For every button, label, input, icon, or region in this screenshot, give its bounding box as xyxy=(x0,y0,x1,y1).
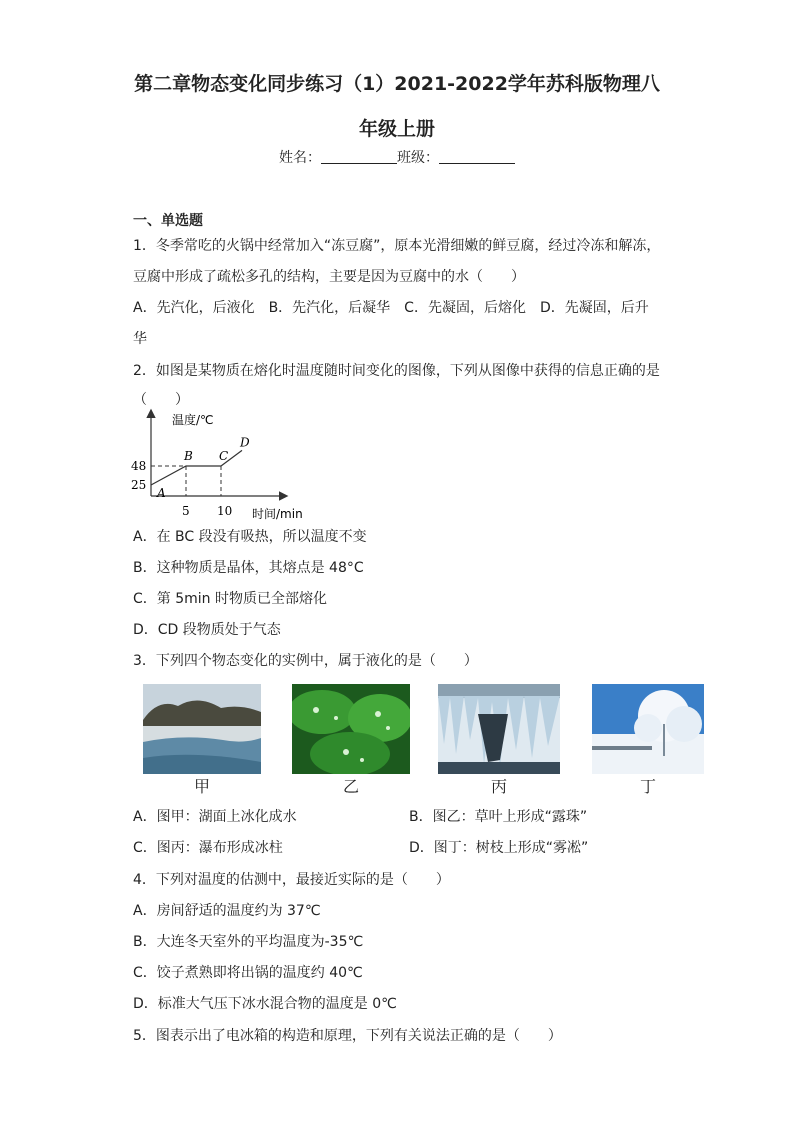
q3-option-d: D．图丁：树枝上形成“雾凇” xyxy=(409,840,589,856)
q4-option-c: C．饺子煮熟即将出锅的温度约 40℃ xyxy=(133,965,363,981)
point-label-c: C xyxy=(219,449,229,463)
q3-option-b: B．图乙：草叶上形成“露珠” xyxy=(409,809,588,825)
q2-option-b: B．这种物质是晶体，其熔点是 48°C xyxy=(133,560,364,576)
q3-option-a: A．图甲：湖面上冰化成水 xyxy=(133,809,297,825)
q4-option-b: B．大连冬天室外的平均温度为-35℃ xyxy=(133,934,364,950)
student-info xyxy=(0,147,794,167)
caption-jia: 甲 xyxy=(193,777,210,796)
q2-stem-line1: 2．如图是某物质在熔化时温度随时间变化的图像，下列从图像中获得的信息正确的是 xyxy=(133,363,660,379)
q2-stem-line2: （ ） xyxy=(133,392,189,408)
point-label-b: B xyxy=(184,449,193,463)
photo-icicles xyxy=(438,684,560,774)
q1-stem-line1: 1．冬季常吃的火锅中经常加入“冻豆腐”，原本光滑细嫩的鲜豆腐，经过冷冻和解冻， xyxy=(133,238,661,254)
name-blank[interactable] xyxy=(321,149,397,164)
photo-dew-leaves xyxy=(292,684,410,774)
photo-lake xyxy=(143,684,261,774)
point-label-d: D xyxy=(240,435,250,450)
q5-stem: 5．图表示出了电冰箱的构造和原理，下列有关说法正确的是（ ） xyxy=(133,1028,562,1044)
y-tick-label-48: 48 xyxy=(131,459,147,473)
point-label-a: A xyxy=(157,486,166,500)
q4-option-d: D．标准大气压下冰水混合物的温度是 0℃ xyxy=(133,996,397,1012)
class-label: 班级： xyxy=(397,150,439,166)
title-line-2: 年级上册 xyxy=(358,118,435,140)
y-axis-label: 温度/℃ xyxy=(172,413,214,427)
q1-options-line2: 华 xyxy=(133,331,147,347)
photo-rime-trees xyxy=(592,684,704,774)
caption-ding: 丁 xyxy=(639,777,656,796)
section-heading: 一、单选题 xyxy=(133,213,203,229)
q2-option-c: C．第 5min 时物质已全部熔化 xyxy=(133,591,327,607)
temperature-curve xyxy=(151,450,242,485)
q3-stem: 3．下列四个物态变化的实例中，属于液化的是（ ） xyxy=(133,653,478,669)
x-tick-label-10: 10 xyxy=(217,504,233,518)
caption-bing: 丙 xyxy=(490,777,507,796)
caption-yi: 乙 xyxy=(342,777,359,796)
class-blank[interactable] xyxy=(439,149,515,164)
q1-stem-line2: 豆腐中形成了疏松多孔的结构，主要是因为豆腐中的水（ ） xyxy=(133,269,525,285)
name-label: 姓名： xyxy=(279,150,321,166)
title-line-1: 第二章物态变化同步练习（1）2021-2022学年苏科版物理八 xyxy=(134,73,660,95)
q2-option-d: D．CD 段物质处于气态 xyxy=(133,622,281,638)
x-tick-label-5: 5 xyxy=(182,504,190,518)
melting-graph xyxy=(128,405,328,523)
q3-option-c: C．图丙：瀑布形成冰柱 xyxy=(133,840,283,856)
q4-stem: 4．下列对温度的估测中，最接近实际的是（ ） xyxy=(133,872,450,888)
y-tick-label-25: 25 xyxy=(131,478,147,492)
q4-option-a: A．房间舒适的温度约为 37℃ xyxy=(133,903,321,919)
x-axis-label: 时间/min xyxy=(252,507,303,521)
q1-options-line1: A．先汽化，后液化 B．先汽化，后凝华 C．先凝固，后熔化 D．先凝固，后升 xyxy=(133,300,649,316)
q2-option-a: A．在 BC 段没有吸热，所以温度不变 xyxy=(133,529,367,545)
